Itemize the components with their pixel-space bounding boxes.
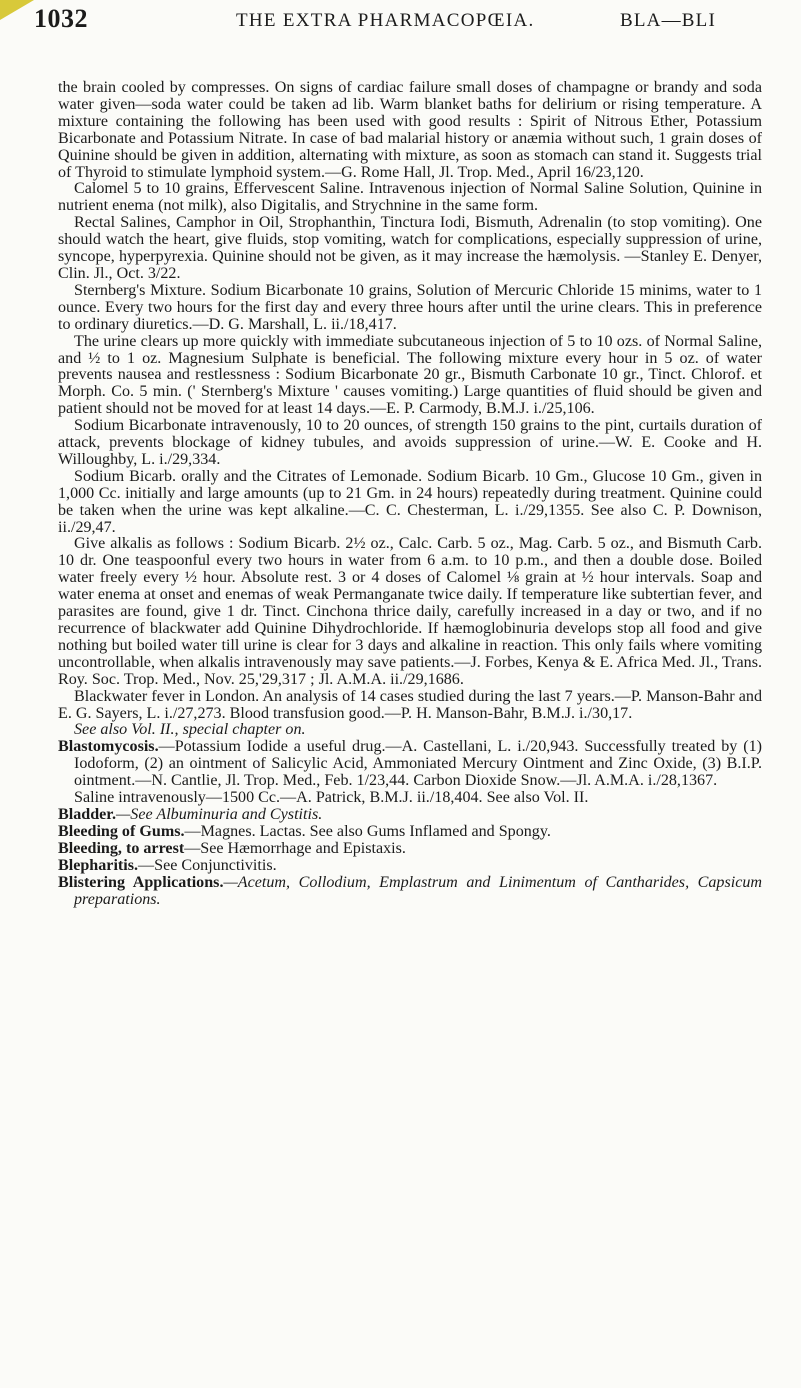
paragraph: Sternberg's Mixture. Sodium Bicarbonate 10 grains, Solution of Mercuric Chloride 15 minims, water to 1 ounce. Every two hours for the first day and every three hours after until the urine clears. This in preference to ordinary diuretics.—D. G. Marshall, L. ii./18,417. bbox=[58, 281, 762, 333]
entry-bladder bbox=[58, 807, 762, 824]
entry-headword: Blastomycosis. bbox=[58, 738, 159, 756]
entry-text: —See Conjunctivitis. bbox=[138, 856, 277, 874]
entry-headword: Blistering Applications. bbox=[58, 873, 224, 891]
entry-headword: Blepharitis. bbox=[58, 856, 139, 874]
page-body bbox=[58, 80, 762, 908]
entry-text: Saline intravenously—1500 Cc.—A. Patrick, B.M.J. ii./18,404. See also Vol. II. bbox=[74, 789, 589, 807]
entry-headword: Bleeding of Gums. bbox=[58, 822, 185, 840]
paragraph: Give alkalis as follows : Sodium Bicarb. 2½ oz., Calc. Carb. 5 oz., Mag. Carb. 5 oz., and Bismuth Carb. 10 dr. One teaspoonful every two hours in water from 6 a.m. to 10 p.m., and then a double dose. Boiled water freely every ½ hour. Absolute rest. 3 or 4 doses of Calomel ⅛ grain at ½ hour intervals. Soap and water enema at onset and enemas of weak Permanganate twice daily. If temperature like subtertian fever, and parasites are found, give 1 dr. Tinct. Cinchona thrice daily, carefully increased in a day or two, and if no recurrence of blackwater add Quinine Dihydrochloride. If hæmoglobinuria develops stop all food and give nothing but boiled water till urine is clear for 3 days and alkaline in reaction. This only fails where vomiting uncontrollable, when alkalis intravenously may save patients.—J. Forbes, Kenya & E. Africa Med. Jl., Trans. Roy. Soc. Trop. Med., Nov. 25,'29,317 ; Jl. A.M.A. ii./29,1686. bbox=[58, 535, 762, 688]
entry-text: —Potassium Iodide a useful drug.—A. Castellani, L. i./20,943. Successfully treated by (1) Iodoform, (2) an ointment of Salicylic Acid, Ammoniated Mercury Ointment and Zinc Oxide, (3) B.I.P. ointment.—N. Cantlie, Jl. Trop. Med., Feb. 1/23,44. Carbon Dioxide Snow.—Jl. A.M.A. i./28,1367. bbox=[74, 738, 762, 790]
page-number: 1032 bbox=[34, 4, 88, 33]
entry-blastomycosis bbox=[58, 739, 762, 790]
paragraph: Blackwater fever in London. An analysis of 14 cases studied during the last 7 years.—P. Manson-Bahr and E. G. Sayers, L. i./27,273. Blood transfusion good.—P. H. Manson-Bahr, B.M.J. i./30,17. bbox=[58, 687, 762, 722]
paragraph: Calomel 5 to 10 grains, Effervescent Saline. Intravenous injection of Normal Saline Solution, Quinine in nutrient enema (not milk), also Digitalis, and Strychnine in the same form. bbox=[58, 180, 762, 215]
entry-text: —See Hæmorrhage and Epistaxis. bbox=[184, 839, 406, 857]
paragraph: Sodium Bicarb. orally and the Citrates of Lemonade. Sodium Bicarb. 10 Gm., Glucose 10 Gm., given in 1,000 Cc. initially and large amounts (up to 21 Gm. in 24 hours) repeatedly during treatment. Quinine could be taken when the urine was kept alkaline.—C. C. Chesterman, L. i./29,1355. See also C. P. Downison, ii./29,47. bbox=[58, 467, 762, 536]
paragraph: The urine clears up more quickly with immediate subcutaneous injection of 5 to 10 ozs. of Normal Saline, and ½ to 1 oz. Magnesium Sulphate is beneficial. The following mixture every hour in 5 oz. of water prevents nausea and restlessness : Sodium Bicarbonate 20 gr., Bismuth Carbonate 10 gr., Tinct. Chlorof. et Morph. Co. 5 min. (' Sternberg's Mixture ' causes vomiting.) Large quantities of fluid should be given and patient should not be moved for at least 14 days.—E. P. Carmody, B.M.J. i./25,106. bbox=[58, 332, 762, 418]
entry-text: —Acetum, Collodium, Emplastrum and Linimentum of Cantharides, Capsicum preparations. bbox=[74, 873, 763, 908]
entry-blepharitis bbox=[58, 858, 762, 875]
entry-continuation bbox=[58, 790, 762, 807]
paragraph-see-also: See also Vol. II., special chapter on. bbox=[74, 721, 306, 739]
entry-headword: Bleeding, to arrest bbox=[58, 839, 185, 857]
entry-headword: Bladder. bbox=[58, 805, 116, 823]
entry-bleeding-of-gums bbox=[58, 824, 762, 841]
paragraph: Sodium Bicarbonate intravenously, 10 to 20 ounces, of strength 150 grains to the pint, curtails duration of attack, prevents blockage of kidney tubules, and avoids suppression of urine.—W. E. Cooke and H. Willoughby, L. i./29,334. bbox=[58, 417, 762, 468]
running-title: THE EXTRA PHARMACOPŒIA. bbox=[236, 10, 535, 31]
section-range: BLA—BLI bbox=[620, 10, 717, 31]
entry-text: —See Albuminuria and Cystitis. bbox=[116, 805, 323, 823]
entry-blistering-applications bbox=[58, 875, 762, 909]
entry-bleeding-to-arrest bbox=[58, 841, 762, 858]
page-header bbox=[0, 4, 801, 44]
paragraph: Rectal Salines, Camphor in Oil, Strophanthin, Tinctura Iodi, Bismuth, Adrenalin (to stop vomiting). One should watch the heart, give fluids, stop vomiting, watch for complications, especially suppression of urine, syncope, hyperpyrexia. Quinine should not be given, as it may increase the hæmolysis. —Stanley E. Denyer, Clin. Jl., Oct. 3/22. bbox=[58, 214, 762, 282]
paragraph: the brain cooled by compresses. On signs of cardiac failure small doses of champagne or brandy and soda water given—soda water could be taken ad lib. Warm blanket baths for delirium or rising temperature. A mixture containing the following has been used with good results : Spirit of Nitrous Ether, Potassium Bicarbonate and Potassium Nitrate. In case of bad malarial history or anæmia without such, 1 grain doses of Quinine should be given in addition, alternating with mixture, as soon as stomach can stand it. Suggests trial of Thyroid to stimulate lymphoid system.—G. Rome Hall, Jl. Trop. Med., April 16/23,120. bbox=[58, 79, 762, 181]
entry-text: —Magnes. Lactas. See also Gums Inflamed and Spongy. bbox=[184, 822, 551, 840]
